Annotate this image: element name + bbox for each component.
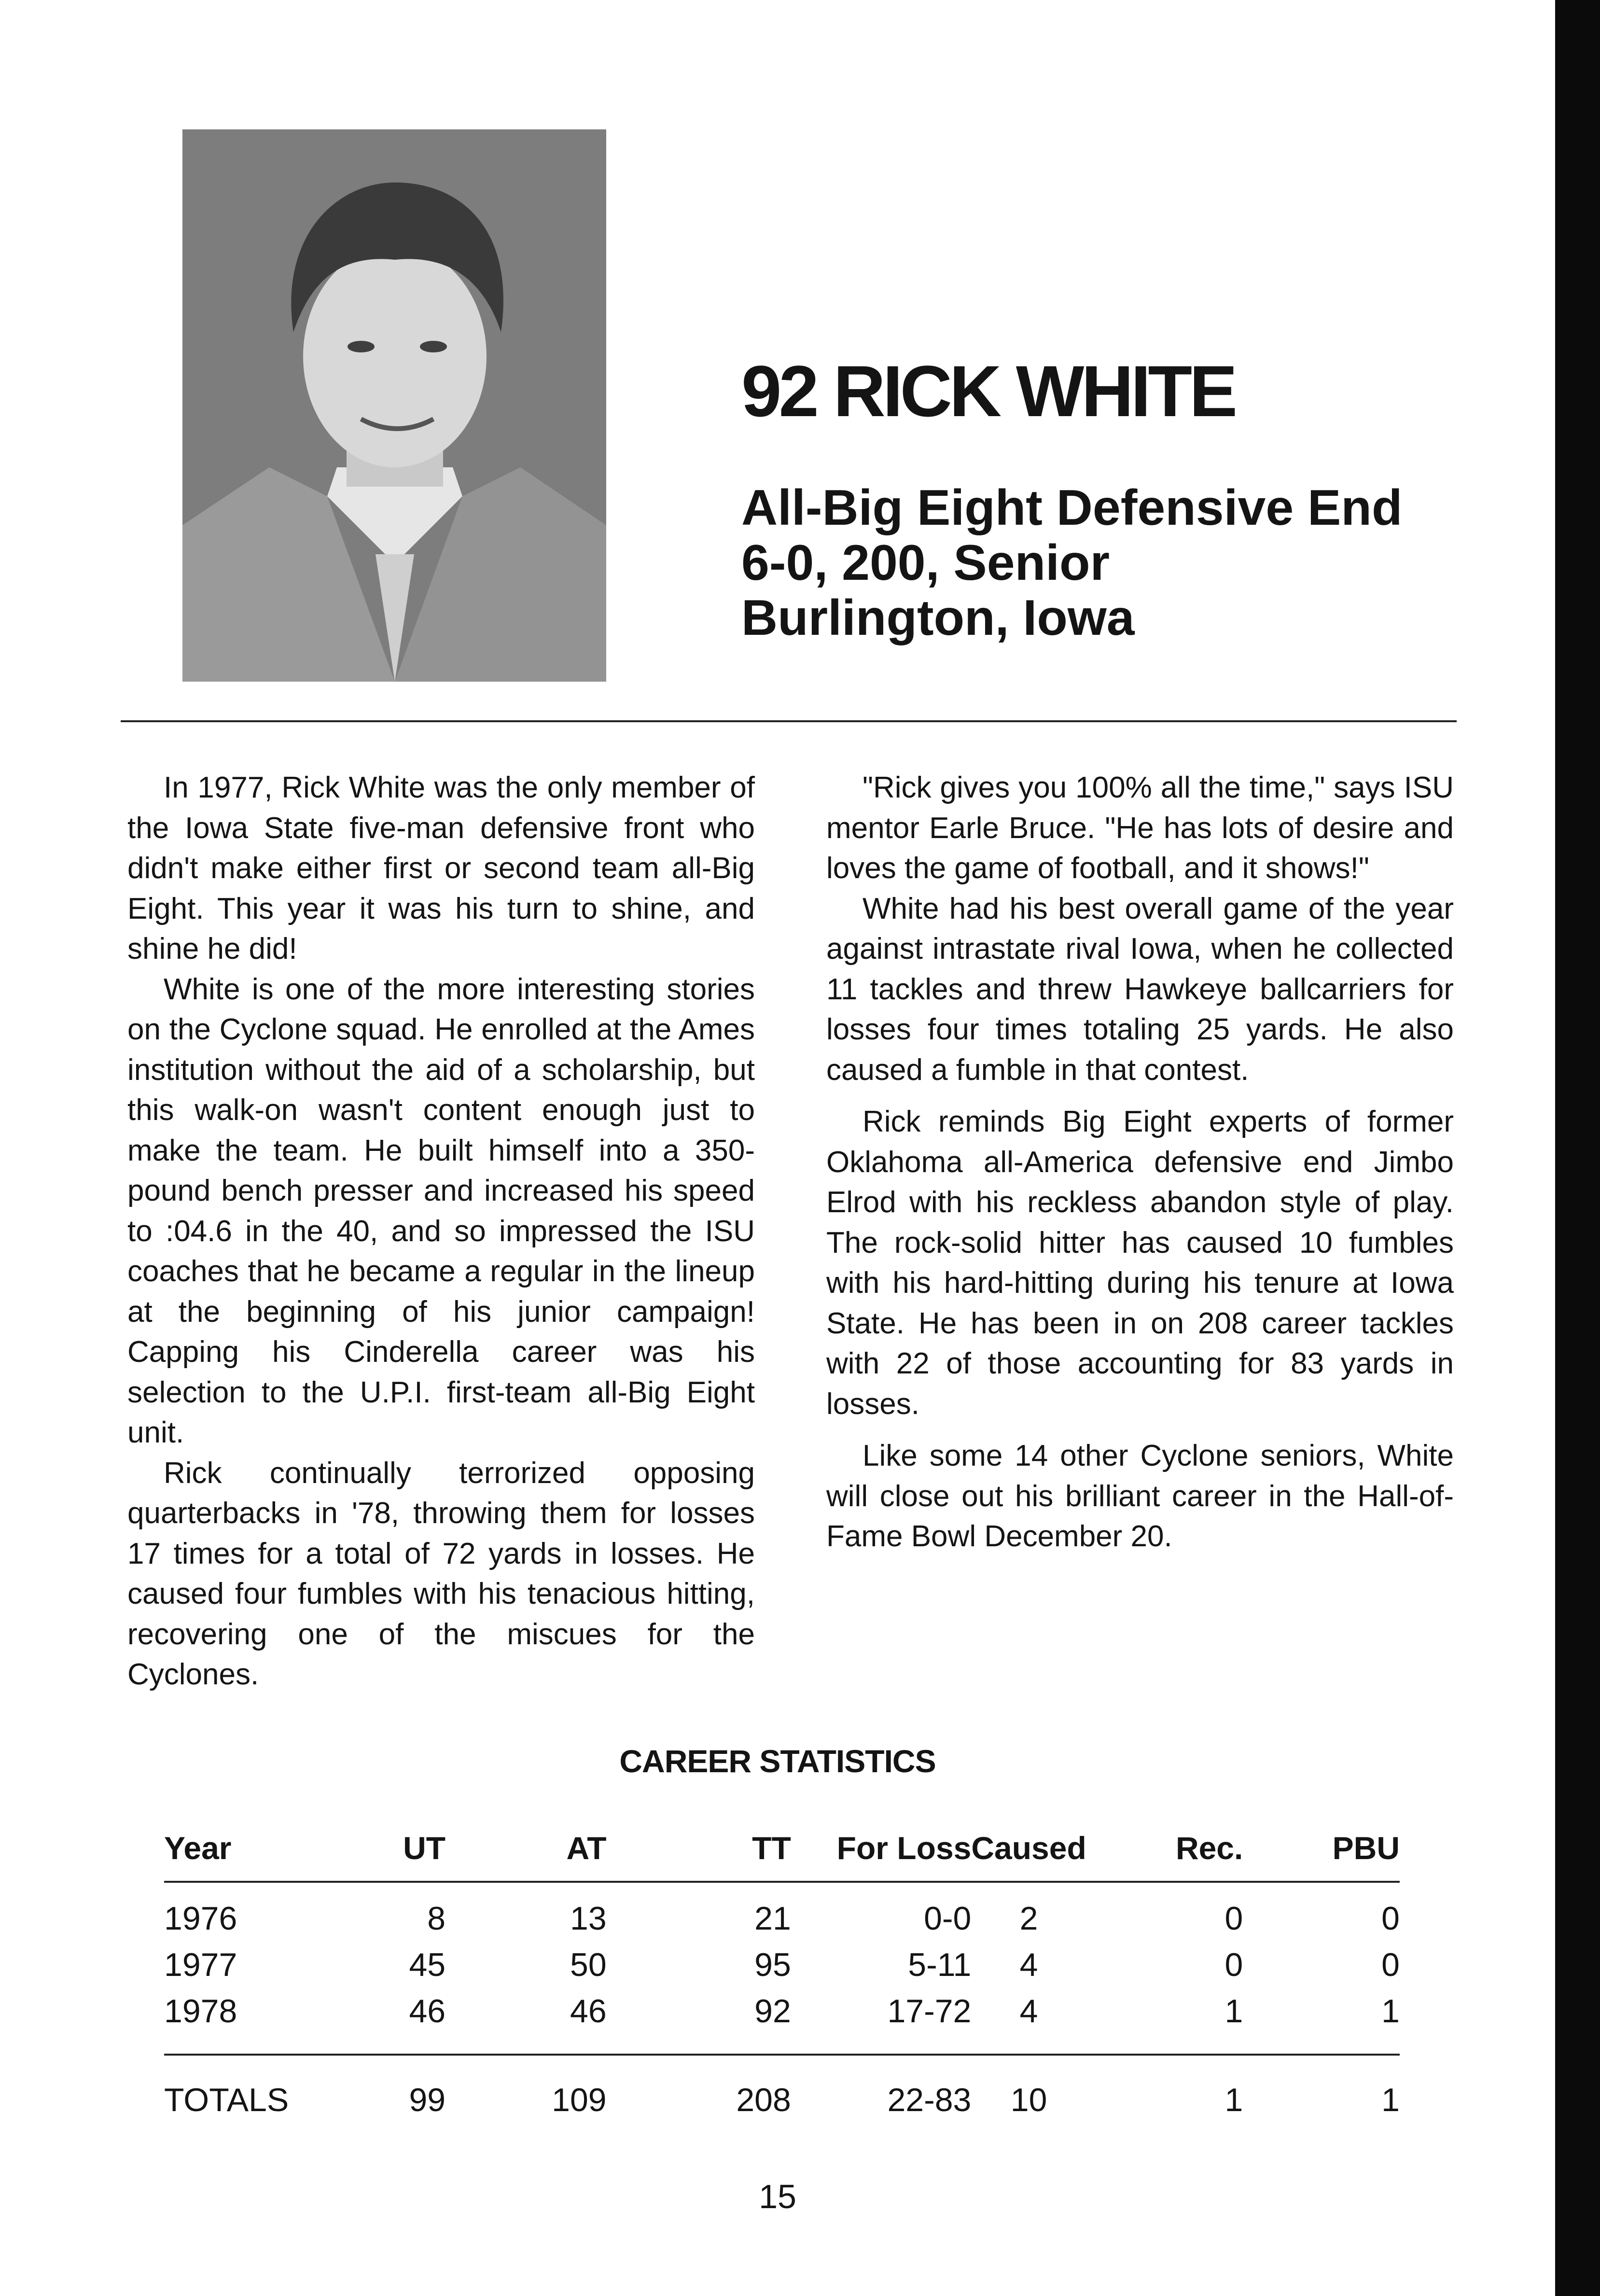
table-cell: 10	[1010, 2082, 1047, 2118]
table-cell: 0-0	[924, 1900, 972, 1937]
table-cell: 0	[1224, 1946, 1243, 1983]
column-header: Rec.	[1086, 1830, 1243, 1882]
table-cell: 208	[736, 2082, 791, 2118]
table-cell: TOTALS	[164, 2082, 289, 2118]
page-edge-shadow	[1555, 0, 1600, 2296]
bio-column-right	[826, 768, 1454, 1557]
bio-paragraph: In 1977, Rick White was the only member of the Iowa State five-man defensive front who didn't make either first or second team all-Big Eight. This year it was his turn to shine, and shine he did!	[127, 771, 755, 966]
table-cell: 5-11	[908, 1946, 972, 1983]
bio-column-left	[127, 768, 755, 1695]
player-hometown: Burlington, Iowa	[741, 590, 1135, 646]
table-cell: 95	[754, 1946, 791, 1983]
totals-row	[164, 2055, 1400, 2123]
bio-paragraph: Like some 14 other Cyclone seniors, White will close out his brilliant career in the Hall-of-Fame Bowl December 20.	[826, 1439, 1454, 1553]
table-cell: 1978	[164, 1988, 308, 2055]
column-header: Year	[164, 1830, 308, 1882]
table-cell: 92	[607, 1988, 791, 2055]
bio-paragraph: White had his best overall game of the year against intrastate rival Iowa, when he collected 11 tackles and threw Hawkeye ballcarriers for losses four times totaling 25 yards. He also caused a fumble in that contest.	[826, 892, 1454, 1087]
column-header: PBU	[1243, 1830, 1400, 1882]
table-row	[164, 1988, 1400, 2055]
table-cell: 1	[1243, 1988, 1400, 2055]
player-photo	[182, 129, 606, 682]
column-header: UT	[308, 1830, 445, 1882]
column-header: TT	[607, 1830, 791, 1882]
table-cell: 22-83	[887, 2082, 972, 2118]
table-cell: 99	[409, 2082, 446, 2118]
column-header: Caused	[971, 1830, 1086, 1882]
table-header-row	[164, 1830, 1400, 1882]
table-cell: 4	[1019, 1946, 1038, 1983]
table-cell: 0	[1381, 1900, 1400, 1937]
table-cell: 1	[1224, 2082, 1243, 2118]
table-cell: 45	[409, 1946, 446, 1983]
table-cell: 4	[971, 1988, 1086, 2055]
table-cell: 46	[308, 1988, 445, 2055]
stats-title: CAREER STATISTICS	[619, 1743, 936, 1779]
table-cell: 13	[570, 1900, 607, 1937]
player-position: All-Big Eight Defensive End	[741, 480, 1403, 536]
player-measurements: 6-0, 200, Senior	[741, 535, 1110, 591]
table-cell: 2	[1019, 1900, 1038, 1937]
table-cell: 0	[1381, 1946, 1400, 1983]
table-cell: 0	[1224, 1900, 1243, 1937]
player-info	[741, 480, 1538, 645]
column-header: For Loss	[791, 1830, 972, 1882]
table-cell: 1977	[164, 1946, 237, 1983]
career-stats-table	[164, 1830, 1400, 2123]
bio-paragraph: "Rick gives you 100% all the time," says ISU mentor Earle Bruce. "He has lots of desire and loves the game of football, and it shows!"	[826, 771, 1454, 885]
table-cell: 21	[754, 1900, 791, 1937]
table-cell: 17-72	[791, 1988, 972, 2055]
table-cell: 8	[427, 1900, 446, 1937]
table-cell: 109	[552, 2082, 607, 2118]
bio-paragraph: Rick reminds Big Eight experts of former Oklahoma all-America defensive end Jimbo Elrod with his reckless abandon style of play. The rock-solid hitter has caused 10 fumbles with his hard-hitting during his tenure at Iowa State. He has been in on 208 career tackles with 22 of those accounting for 83 yards in losses.	[826, 1105, 1454, 1421]
header-divider	[121, 720, 1457, 722]
bio-paragraph: Rick continually terrorized opposing quarterbacks in '78, throwing them for losses 17 times for a total of 72 yards in losses. He caused four fumbles with his tenacious hitting, recovering one of the miscues for the Cyclones.	[127, 1456, 755, 1691]
page-number: 15	[759, 2178, 796, 2215]
table-row	[164, 1882, 1400, 1942]
column-header: AT	[445, 1830, 607, 1882]
player-name: 92 RICK WHITE	[741, 350, 1235, 432]
table-row	[164, 1942, 1400, 1988]
table-cell: 1	[1381, 2082, 1400, 2118]
table-cell: 50	[570, 1946, 607, 1983]
table-cell: 46	[445, 1988, 607, 2055]
table-cell: 1976	[164, 1900, 237, 1937]
bio-paragraph: White is one of the more interesting stories on the Cyclone squad. He enrolled at the Ames institution without the aid of a scholarship, but this walk-on wasn't content enough just to make the team. He built himself into a 350-pound bench presser and increased his speed to :04.6 in the 40, and so impressed the ISU coaches that he became a regular in the lineup at the beginning of his junior campaign! Capping his Cinderella career was his selection to the U.P.I. first-team all-Big Eight unit.	[127, 972, 755, 1449]
table-cell: 1	[1086, 1988, 1243, 2055]
